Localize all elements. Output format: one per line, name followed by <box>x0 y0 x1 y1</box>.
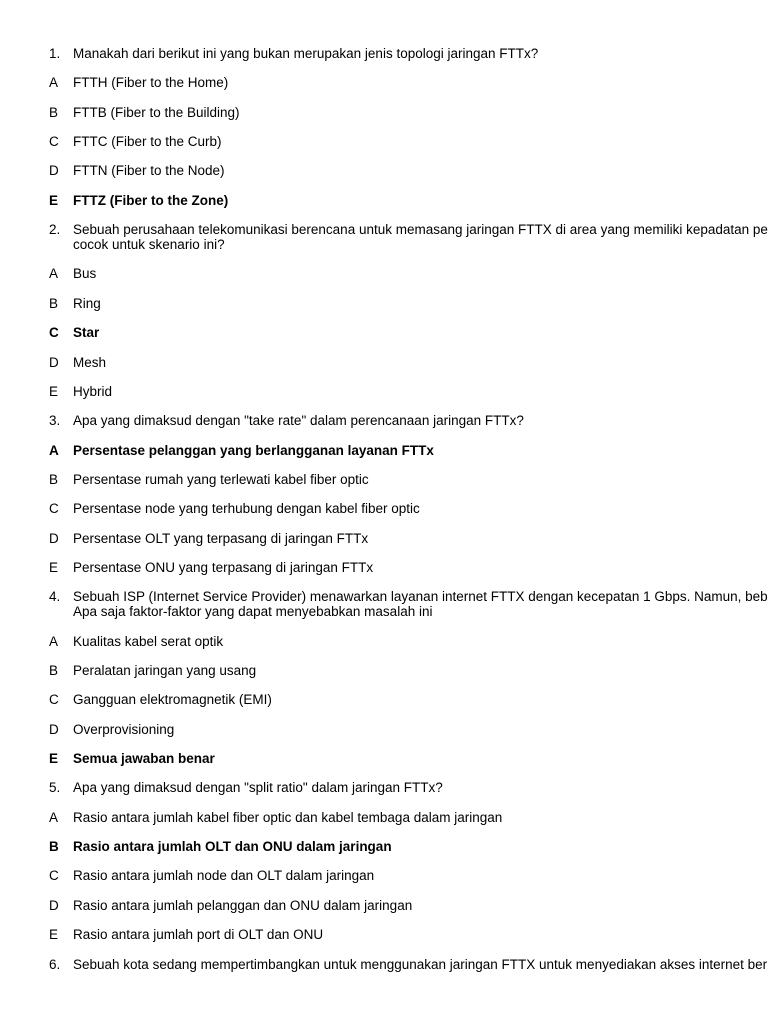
option-letter: E <box>49 751 59 767</box>
option-text-correct: FTTZ (Fiber to the Zone) <box>73 192 229 208</box>
question-text: Manakah dari berikut ini yang bukan merupakan jenis topologi jaringan FTTx? <box>73 46 539 61</box>
question-number: 6. <box>49 956 61 972</box>
option-letter: A <box>49 266 59 282</box>
option-text: Ring <box>73 295 101 311</box>
question-number: 3. <box>49 413 61 429</box>
option-text: Persentase OLT yang terpasang di jaringan FTTx <box>73 530 369 546</box>
option-letter: D <box>49 530 59 546</box>
option-text: Mesh <box>73 354 107 370</box>
question-text: Apa saja faktor-faktor yang dapat menyebabkan masalah ini <box>73 604 433 620</box>
question-text: Sebuah kota sedang mempertimbangkan untuk menggunakan jaringan FTTX untuk menyediakan akses internet ber <box>73 956 768 972</box>
option-letter: B <box>49 295 59 311</box>
question-number: 1. <box>49 46 61 61</box>
option-letter: C <box>49 134 59 150</box>
option-text: Persentase rumah yang terlewati kabel fiber optic <box>73 471 369 487</box>
option-letter: D <box>49 163 59 179</box>
option-text: Kualitas kabel serat optik <box>73 633 224 649</box>
option-letter: C <box>49 325 59 341</box>
option-text: Rasio antara jumlah kabel fiber optic dan kabel tembaga dalam jaringan <box>73 809 503 825</box>
question-text: cocok untuk skenario ini? <box>73 237 225 253</box>
option-text: FTTC (Fiber to the Curb) <box>73 134 222 150</box>
option-letter: D <box>49 354 59 370</box>
option-letter: A <box>49 75 59 91</box>
option-letter: E <box>49 192 59 208</box>
option-letter: C <box>49 868 59 884</box>
option-text: FTTN (Fiber to the Node) <box>73 163 225 179</box>
option-letter: E <box>49 927 59 943</box>
option-letter: A <box>49 809 59 825</box>
option-letter: D <box>49 897 59 913</box>
option-text-correct: Persentase pelanggan yang berlangganan layanan FTTx <box>73 442 434 458</box>
question-number: 5. <box>49 780 61 796</box>
option-text: Persentase node yang terhubung dengan kabel fiber optic <box>73 501 420 517</box>
option-text-correct: Rasio antara jumlah OLT dan ONU dalam jaringan <box>73 839 392 855</box>
option-letter: C <box>49 501 59 517</box>
option-text: Persentase ONU yang terpasang di jaringan FTTx <box>73 559 374 575</box>
option-letter: E <box>49 559 59 575</box>
question-number: 2. <box>49 222 61 238</box>
question-text: Apa yang dimaksud dengan "split ratio" dalam jaringan FTTx? <box>73 780 443 796</box>
option-letter: B <box>49 839 59 855</box>
option-text: Hybrid <box>73 383 113 399</box>
option-letter: A <box>49 442 59 458</box>
option-letter: A <box>49 633 59 649</box>
option-letter: B <box>49 663 59 678</box>
option-text: Bus <box>73 266 97 282</box>
option-text-correct: Semua jawaban benar <box>73 751 215 767</box>
option-text: Rasio antara jumlah port di OLT dan ONU <box>73 927 324 943</box>
option-letter: B <box>49 104 59 120</box>
question-number: 4. <box>49 589 61 605</box>
option-text: Peralatan jaringan yang usang <box>73 663 257 678</box>
option-letter: D <box>49 721 59 737</box>
option-letter: B <box>49 471 59 487</box>
option-text-correct: Star <box>73 325 100 341</box>
option-text: Rasio antara jumlah pelanggan dan ONU dalam jaringan <box>73 897 413 913</box>
option-letter: E <box>49 383 59 399</box>
option-text: FTTH (Fiber to the Home) <box>73 75 229 91</box>
question-text: Apa yang dimaksud dengan "take rate" dalam perencanaan jaringan FTTx? <box>73 413 524 429</box>
question-text: Sebuah ISP (Internet Service Provider) menawarkan layanan internet FTTX dengan kecepatan 1 Gbps. Namun, beb <box>73 589 768 605</box>
option-letter: C <box>49 692 59 708</box>
question-text: Sebuah perusahaan telekomunikasi berencana untuk memasang jaringan FTTX di area yang memiliki kepadatan pe <box>73 222 768 238</box>
option-text: FTTB (Fiber to the Building) <box>73 104 240 120</box>
option-text: Gangguan elektromagnetik (EMI) <box>73 692 272 708</box>
option-text: Overprovisioning <box>73 721 175 737</box>
option-text: Rasio antara jumlah node dan OLT dalam jaringan <box>73 868 375 884</box>
